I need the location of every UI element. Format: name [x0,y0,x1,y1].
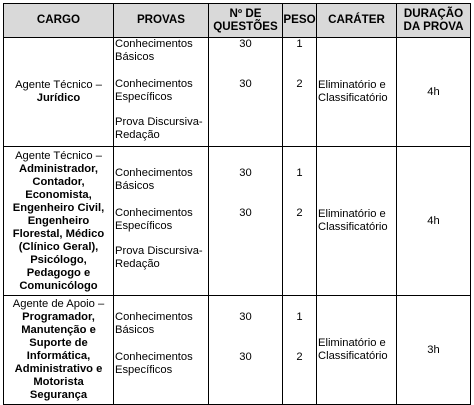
carater-cell: Eliminatório e Classificatório [317,147,397,296]
prova-item: Prova Discursiva-Redação [115,245,203,270]
header-questoes-line1: Nº DE [229,7,262,20]
exam-table [3,3,471,405]
peso-value: 2 [296,78,303,90]
questoes-value: 30 [239,38,252,50]
prova-item: Conhecimentos Específicos [115,207,193,232]
peso-cell [283,147,317,296]
duracao-cell: 4h [397,147,471,296]
cargo-cell [4,147,114,296]
cargo-name: Jurídico [36,92,81,104]
duracao-cell: 4h [397,38,471,147]
cargo-prefix: Agente de Apoio – [12,298,105,310]
header-duracao [397,4,471,38]
peso-value: 1 [296,38,303,50]
duracao-cell: 3h [397,296,471,405]
prova-item: Conhecimentos Básicos [115,167,193,192]
prova-item: Conhecimentos Específicos [115,78,193,103]
prova-item: Conhecimentos Básicos [115,311,193,336]
provas-cell [114,147,209,296]
cargo-name: Administrador, Contador, Economista, Engenheiro Civil, Engenheiro Florestal, Médico (Clínico Geral), Psicólogo, Pedagogo e Comunicólogo [12,162,105,292]
header-duracao-line1: DURAÇÃO [403,7,464,20]
provas-cell [114,296,209,405]
peso-cell [283,38,317,147]
cargo-prefix: Agente Técnico – [15,149,102,162]
header-questoes [209,4,283,38]
questoes-cell [209,38,283,147]
cargo-cell [4,38,114,147]
table-row [4,296,471,405]
prova-item: Conhecimentos Específicos [115,351,193,376]
peso-cell [283,296,317,405]
header-questoes-line2: QUESTÕES [213,19,278,33]
cargo-prefix: Agente Técnico – [15,79,102,91]
peso-value: 2 [296,207,303,219]
questoes-cell [209,147,283,296]
carater-cell: Eliminatório e Classificatório [317,38,397,147]
questoes-value: 30 [239,78,252,90]
cargo-name: Programador, Manutenção e Suporte de Informática, Administrativo e Motorista Segurança [14,311,103,401]
questoes-value: 30 [239,351,252,363]
cargo-cell [4,296,114,405]
prova-item: Conhecimentos Básicos [115,38,193,63]
provas-cell [114,38,209,147]
table-row [4,147,471,296]
prova-item: Prova Discursiva-Redação [115,116,203,141]
questoes-cell [209,296,283,405]
table-row [4,38,471,147]
header-cargo: CARGO [4,4,114,38]
header-carater: CARÁTER [317,4,397,38]
peso-value: 2 [296,351,303,363]
questoes-value: 30 [239,207,252,219]
header-provas: PROVAS [114,4,209,38]
peso-value: 1 [296,311,303,323]
header-row [4,4,471,38]
questoes-value: 30 [239,311,252,323]
questoes-value: 30 [239,167,252,179]
header-peso: PESO [283,4,317,38]
carater-cell: Eliminatório e Classificatório [317,296,397,405]
header-duracao-line2: DA PROVA [403,19,464,33]
peso-value: 1 [296,167,303,179]
